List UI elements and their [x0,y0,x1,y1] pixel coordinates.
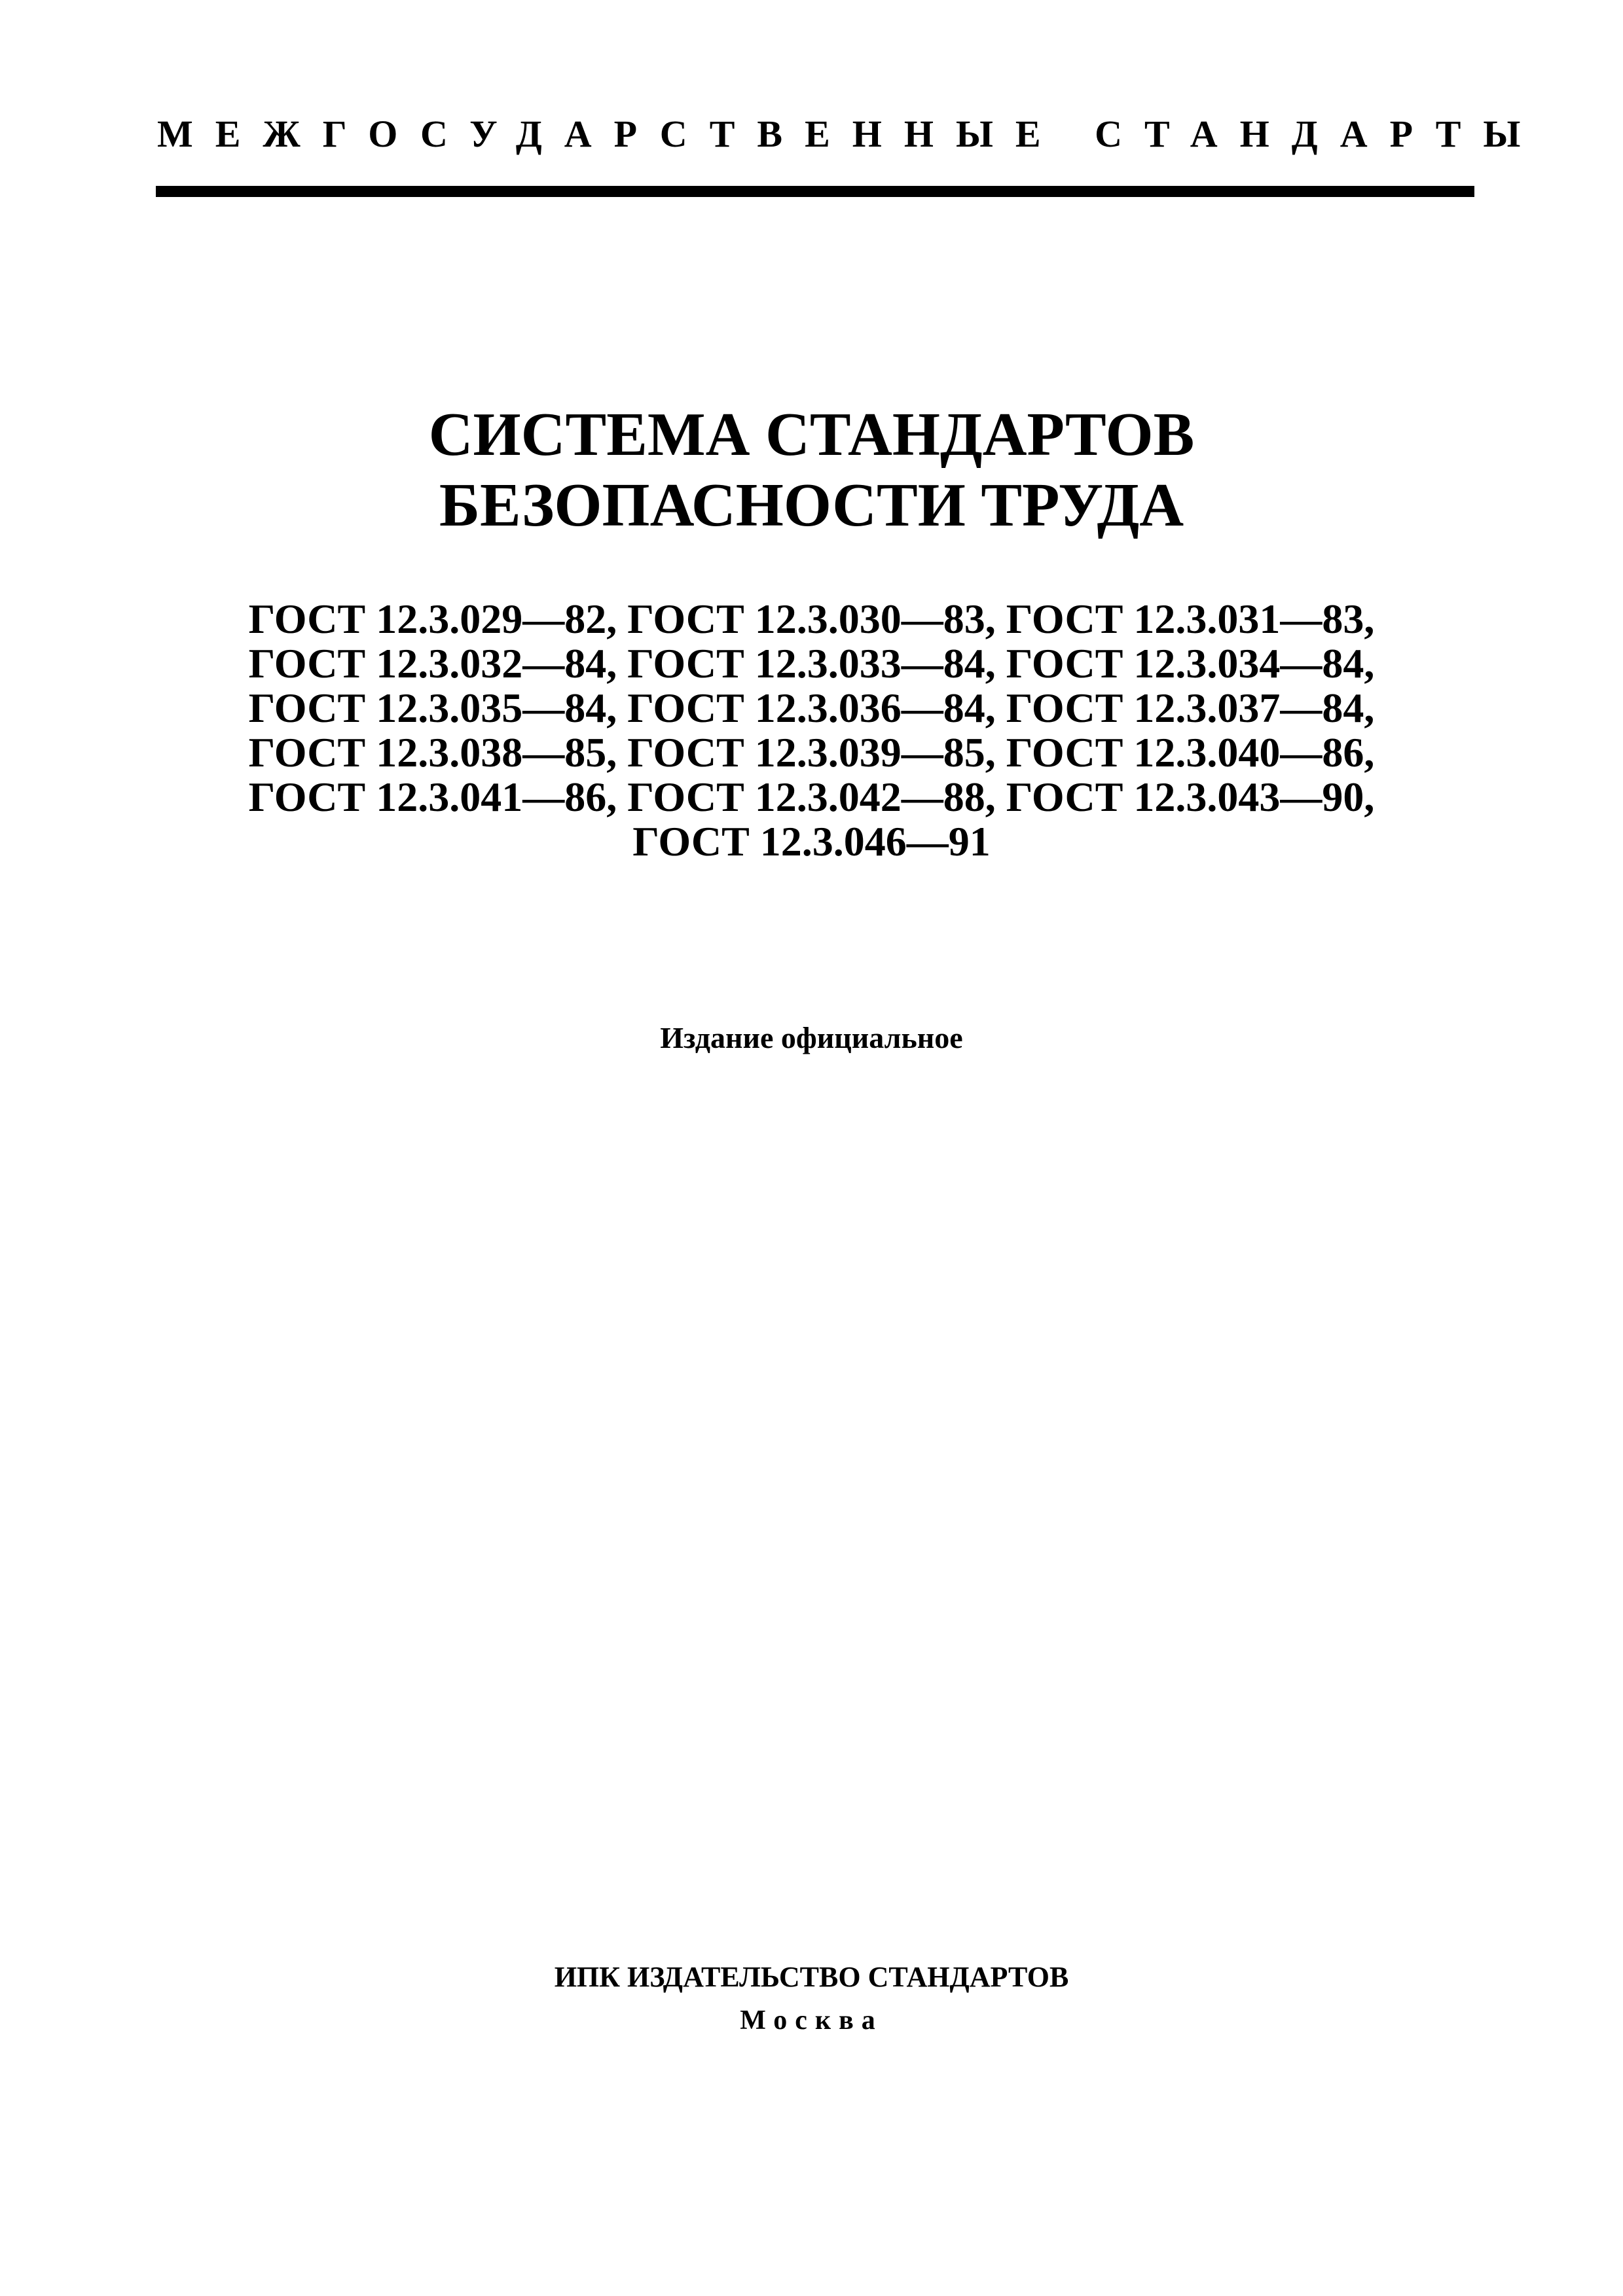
publisher-name: ИПК ИЗДАТЕЛЬСТВО СТАНДАРТОВ [554,1961,1069,1993]
edition-note: Издание официальное [660,1021,963,1054]
standards-line: ГОСТ 12.3.035—84, ГОСТ 12.3.036—84, ГОСТ 12.3.037—84, [248,685,1375,731]
title-line-2: БЕЗОПАСНОСТИ ТРУДА [439,471,1184,539]
standards-line: ГОСТ 12.3.032—84, ГОСТ 12.3.033—84, ГОСТ 12.3.034—84, [248,640,1375,687]
standards-line: ГОСТ 12.3.046—91 [632,818,991,865]
title-line-1: СИСТЕМА СТАНДАРТОВ [428,401,1195,469]
series-header: МЕЖГОСУДАРСТВЕННЫЕ СТАНДАРТЫ [157,113,1543,155]
publisher-city: Москва [740,2005,883,2036]
standards-line: ГОСТ 12.3.029—82, ГОСТ 12.3.030—83, ГОСТ 12.3.031—83, [248,596,1375,642]
document-title [0,399,1623,541]
standards-list [0,597,1623,864]
header-rule [156,186,1474,197]
standards-line: ГОСТ 12.3.041—86, ГОСТ 12.3.042—88, ГОСТ 12.3.043—90, [248,774,1375,820]
standards-line: ГОСТ 12.3.038—85, ГОСТ 12.3.039—85, ГОСТ 12.3.040—86, [248,729,1375,776]
